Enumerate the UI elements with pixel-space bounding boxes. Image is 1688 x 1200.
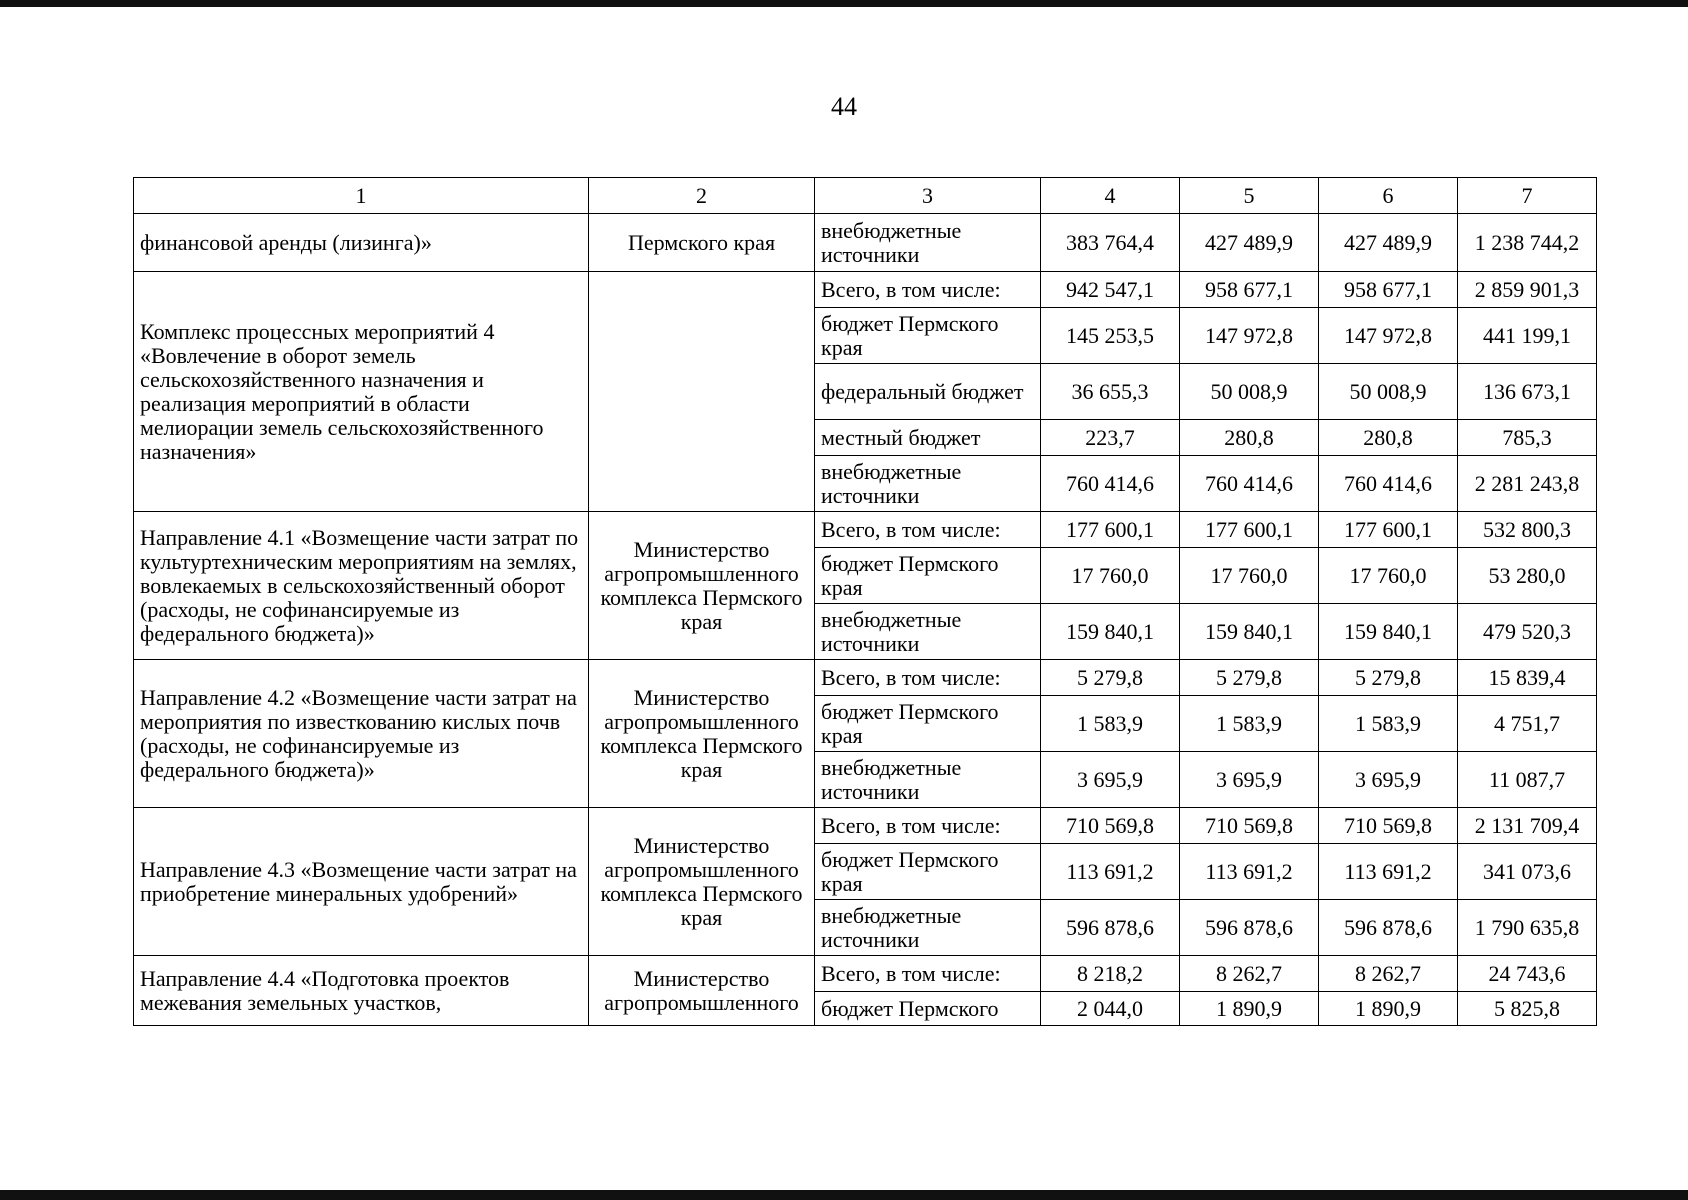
activity-name: финансовой аренды (лизинга)»	[134, 214, 589, 272]
value-col4: 223,7	[1041, 420, 1180, 456]
value-col6: 1 890,9	[1319, 992, 1458, 1026]
value-col6: 5 279,8	[1319, 660, 1458, 696]
value-col4: 2 044,0	[1041, 992, 1180, 1026]
page-number: 44	[831, 92, 857, 121]
value-col4: 3 695,9	[1041, 752, 1180, 808]
value-col7: 15 839,4	[1458, 660, 1597, 696]
value-col5: 50 008,9	[1180, 364, 1319, 420]
bottom-scan-border	[0, 1190, 1688, 1200]
value-col6: 3 695,9	[1319, 752, 1458, 808]
value-col4: 145 253,5	[1041, 308, 1180, 364]
column-header: 5	[1180, 178, 1319, 214]
column-header: 3	[815, 178, 1041, 214]
value-col6: 280,8	[1319, 420, 1458, 456]
activity-name: Направление 4.3 «Возмещение части затрат на приобретение минеральных удобрений»	[134, 808, 589, 956]
activity-name: Направление 4.2 «Возмещение части затрат на мероприятия по известкованию кислых почв (расходы, не софинансируемые из федерального бюджета)»	[134, 660, 589, 808]
value-col7: 479 520,3	[1458, 604, 1597, 660]
value-col7: 2 281 243,8	[1458, 456, 1597, 512]
value-col4: 383 764,4	[1041, 214, 1180, 272]
table-row	[134, 512, 1597, 548]
executor: Министерство агропромышленного комплекса Пермского края	[589, 660, 815, 808]
funding-source: внебюджетные источники	[815, 604, 1041, 660]
value-col4: 159 840,1	[1041, 604, 1180, 660]
table-row	[134, 956, 1597, 992]
value-col5: 427 489,9	[1180, 214, 1319, 272]
column-header: 2	[589, 178, 815, 214]
funding-source: Всего, в том числе:	[815, 660, 1041, 696]
value-col5: 159 840,1	[1180, 604, 1319, 660]
value-col6: 177 600,1	[1319, 512, 1458, 548]
value-col4: 942 547,1	[1041, 272, 1180, 308]
value-col5: 760 414,6	[1180, 456, 1319, 512]
value-col5: 5 279,8	[1180, 660, 1319, 696]
value-col4: 760 414,6	[1041, 456, 1180, 512]
value-col5: 17 760,0	[1180, 548, 1319, 604]
value-col6: 159 840,1	[1319, 604, 1458, 660]
value-col4: 17 760,0	[1041, 548, 1180, 604]
table-row	[134, 808, 1597, 844]
activity-name: Направление 4.1 «Возмещение части затрат по культуртехническим мероприятиям на землях, вовлекаемых в сельскохозяйственный оборот (расходы, не софинансируемые из федерального бюджета)»	[134, 512, 589, 660]
executor	[589, 272, 815, 512]
value-col5: 280,8	[1180, 420, 1319, 456]
value-col7: 1 238 744,2	[1458, 214, 1597, 272]
funding-source: внебюджетные источники	[815, 456, 1041, 512]
value-col6: 113 691,2	[1319, 844, 1458, 900]
funding-source: внебюджетные источники	[815, 752, 1041, 808]
value-col7: 2 131 709,4	[1458, 808, 1597, 844]
value-col7: 4 751,7	[1458, 696, 1597, 752]
value-col5: 958 677,1	[1180, 272, 1319, 308]
top-scan-border	[0, 0, 1688, 7]
value-col6: 710 569,8	[1319, 808, 1458, 844]
value-col4: 710 569,8	[1041, 808, 1180, 844]
table-row	[134, 214, 1597, 272]
column-header: 4	[1041, 178, 1180, 214]
executor: Министерство агропромышленного	[589, 956, 815, 1026]
table-row	[134, 660, 1597, 696]
value-col6: 596 878,6	[1319, 900, 1458, 956]
value-col5: 113 691,2	[1180, 844, 1319, 900]
value-col6: 958 677,1	[1319, 272, 1458, 308]
table-header-row	[134, 178, 1597, 214]
activity-name: Направление 4.4 «Подготовка проектов межевания земельных участков,	[134, 956, 589, 1026]
value-col7: 136 673,1	[1458, 364, 1597, 420]
funding-source: бюджет Пермского края	[815, 308, 1041, 364]
value-col7: 2 859 901,3	[1458, 272, 1597, 308]
funding-source: бюджет Пермского края	[815, 696, 1041, 752]
funding-source: бюджет Пермского	[815, 992, 1041, 1026]
value-col7: 11 087,7	[1458, 752, 1597, 808]
value-col5: 596 878,6	[1180, 900, 1319, 956]
value-col6: 760 414,6	[1319, 456, 1458, 512]
value-col6: 427 489,9	[1319, 214, 1458, 272]
value-col6: 8 262,7	[1319, 956, 1458, 992]
value-col5: 3 695,9	[1180, 752, 1319, 808]
value-col7: 24 743,6	[1458, 956, 1597, 992]
value-col6: 50 008,9	[1319, 364, 1458, 420]
executor: Министерство агропромышленного комплекса Пермского края	[589, 512, 815, 660]
value-col5: 177 600,1	[1180, 512, 1319, 548]
funding-source: местный бюджет	[815, 420, 1041, 456]
funding-source: Всего, в том числе:	[815, 512, 1041, 548]
value-col5: 710 569,8	[1180, 808, 1319, 844]
value-col5: 1 583,9	[1180, 696, 1319, 752]
value-col7: 341 073,6	[1458, 844, 1597, 900]
value-col4: 596 878,6	[1041, 900, 1180, 956]
funding-source: бюджет Пермского края	[815, 548, 1041, 604]
value-col7: 441 199,1	[1458, 308, 1597, 364]
value-col6: 1 583,9	[1319, 696, 1458, 752]
table-row	[134, 272, 1597, 308]
value-col7: 532 800,3	[1458, 512, 1597, 548]
value-col7: 1 790 635,8	[1458, 900, 1597, 956]
value-col4: 177 600,1	[1041, 512, 1180, 548]
executor: Министерство агропромышленного комплекса Пермского края	[589, 808, 815, 956]
funding-source: внебюджетные источники	[815, 900, 1041, 956]
funding-source: внебюджетные источники	[815, 214, 1041, 272]
executor: Пермского края	[589, 214, 815, 272]
value-col7: 53 280,0	[1458, 548, 1597, 604]
value-col5: 8 262,7	[1180, 956, 1319, 992]
value-col4: 5 279,8	[1041, 660, 1180, 696]
column-header: 7	[1458, 178, 1597, 214]
value-col6: 17 760,0	[1319, 548, 1458, 604]
column-header: 6	[1319, 178, 1458, 214]
funding-source: Всего, в том числе:	[815, 808, 1041, 844]
value-col4: 1 583,9	[1041, 696, 1180, 752]
funding-source: Всего, в том числе:	[815, 272, 1041, 308]
value-col4: 36 655,3	[1041, 364, 1180, 420]
funding-source: федеральный бюджет	[815, 364, 1041, 420]
value-col4: 113 691,2	[1041, 844, 1180, 900]
column-header: 1	[134, 178, 589, 214]
activity-name: Комплекс процессных мероприятий 4 «Вовлечение в оборот земель сельскохозяйственного назначения и реализация мероприятий в области мелиорации земель сельскохозяйственного назначения»	[134, 272, 589, 512]
value-col5: 147 972,8	[1180, 308, 1319, 364]
value-col5: 1 890,9	[1180, 992, 1319, 1026]
value-col6: 147 972,8	[1319, 308, 1458, 364]
value-col7: 5 825,8	[1458, 992, 1597, 1026]
funding-source: Всего, в том числе:	[815, 956, 1041, 992]
value-col4: 8 218,2	[1041, 956, 1180, 992]
budget-table	[133, 177, 1597, 1026]
value-col7: 785,3	[1458, 420, 1597, 456]
funding-source: бюджет Пермского края	[815, 844, 1041, 900]
